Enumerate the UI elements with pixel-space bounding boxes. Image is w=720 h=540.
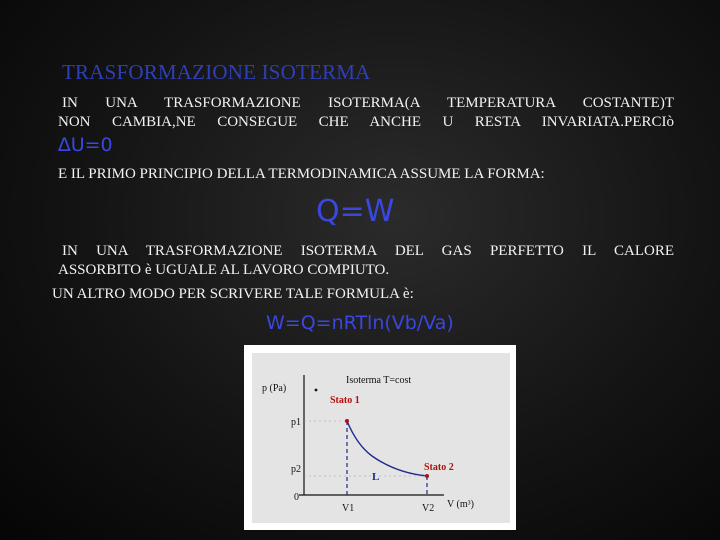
formula-q-equals-w: Q=W: [316, 194, 395, 229]
slide-title: TRASFORMAZIONE ISOTERMA: [62, 60, 371, 84]
isotherm-diagram: [244, 345, 516, 530]
p1-tick-label: p1: [291, 417, 301, 428]
x-axis-label: V (m³): [447, 499, 474, 510]
isotherm-graph: [244, 345, 516, 530]
formula-delta-u: ∆U=0: [58, 134, 113, 156]
paragraph-line: ASSORBITO è UGUALE AL LAVORO COMPIUTO.: [58, 262, 390, 278]
y-axis-label: p (Pa): [262, 383, 287, 394]
state-1-point: [345, 419, 349, 423]
state-2-point: [425, 474, 429, 478]
axis-arrow-dot: [315, 389, 318, 392]
paragraph-line: NON CAMBIA,NE CONSEGUE CHE ANCHE U RESTA INVARIATA.PERCIò: [58, 114, 674, 130]
state-1-label: Stato 1: [330, 395, 360, 406]
work-area-label: L: [372, 471, 380, 483]
v1-tick-label: V1: [342, 503, 355, 514]
paragraph-line: IN UNA TRASFORMAZIONE ISOTERMA DEL GAS PERFETTO IL CALORE: [62, 243, 674, 259]
diagram-title: Isoterma T=cost: [346, 375, 412, 386]
state-2-label: Stato 2: [424, 462, 454, 473]
v2-tick-label: V2: [422, 503, 435, 514]
paragraph-line: UN ALTRO MODO PER SCRIVERE TALE FORMULA è:: [52, 286, 414, 302]
paragraph-line: E IL PRIMO PRINCIPIO DELLA TERMODINAMICA ASSUME LA FORMA:: [58, 166, 545, 182]
origin-label: 0: [294, 492, 299, 503]
p2-tick-label: p2: [291, 464, 301, 475]
formula-work-isothermal: W=Q=nRTln(Vb/Va): [266, 312, 454, 334]
paragraph-line: IN UNA TRASFORMAZIONE ISOTERMA(A TEMPERATURA COSTANTE)T: [62, 95, 674, 111]
